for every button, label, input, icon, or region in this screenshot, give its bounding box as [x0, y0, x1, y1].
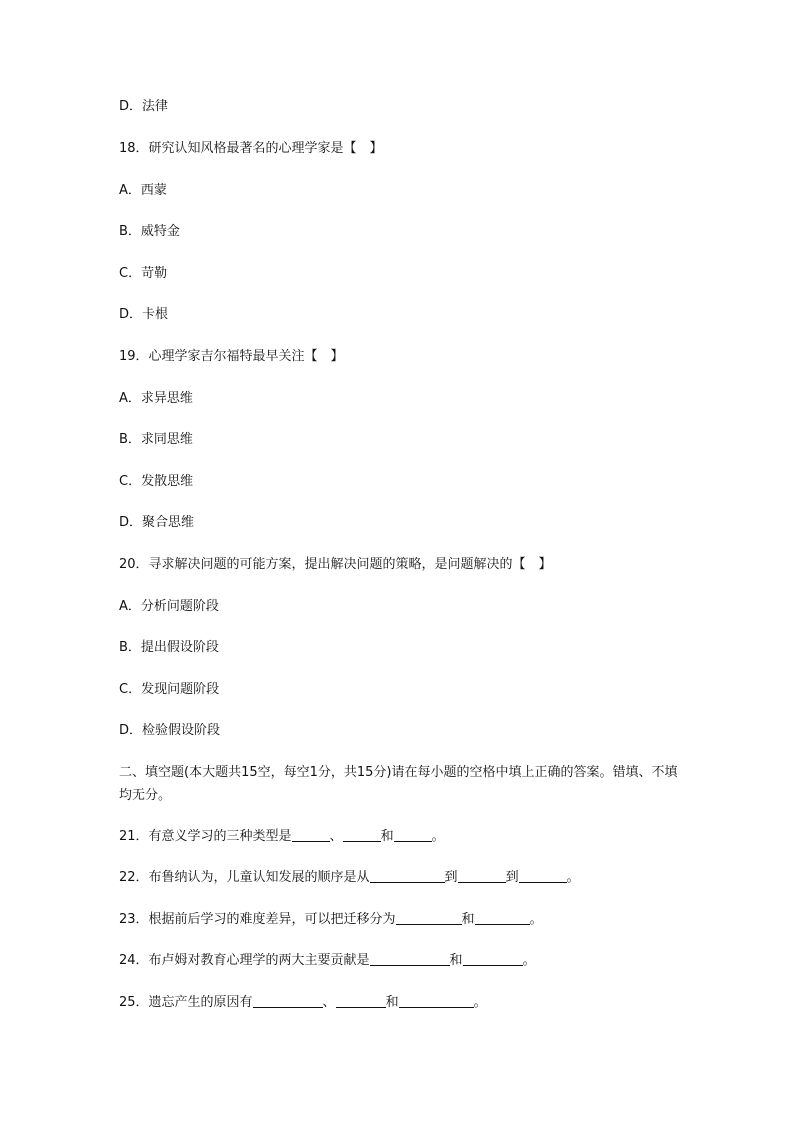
option-20-c: C．发现问题阶段: [119, 682, 220, 697]
question-24: [119, 952, 536, 970]
answer-blank[interactable]: [519, 869, 567, 883]
answer-blank[interactable]: [394, 828, 432, 842]
answer-blank[interactable]: [336, 994, 386, 1008]
option-18-a: A．西蒙: [119, 183, 167, 198]
answer-blank[interactable]: [370, 869, 445, 883]
question-text: 22．布鲁纳认为，儿童认知发展的顺序是从: [119, 870, 370, 885]
separator: 、: [329, 829, 343, 844]
separator: 到: [444, 870, 458, 885]
separator: 和: [385, 995, 399, 1010]
option-19-d: D．聚合思维: [119, 515, 195, 530]
question-19: 19．心理学家吉尔福特最早关注【 】: [119, 349, 344, 364]
question-text: 23．根据前后学习的难度差异，可以把迁移分为: [119, 912, 396, 927]
option-17-d: D．法律: [119, 99, 169, 114]
separator: 和: [380, 829, 394, 844]
answer-blank[interactable]: [292, 828, 330, 842]
question-25: [119, 994, 487, 1012]
separator: 。: [431, 829, 445, 844]
option-18-d: D．卡根: [119, 307, 169, 322]
question-text: 21．有意义学习的三种类型是: [119, 829, 292, 844]
option-20-b: B．提出假设阶段: [119, 640, 219, 655]
separator: 和: [449, 953, 463, 968]
question-23: [119, 911, 543, 929]
separator: 。: [473, 995, 487, 1010]
separator: 到: [505, 870, 519, 885]
answer-blank[interactable]: [458, 869, 506, 883]
option-18-b: B．威特金: [119, 224, 180, 239]
answer-blank[interactable]: [370, 952, 450, 966]
option-20-a: A．分析问题阶段: [119, 599, 219, 614]
answer-blank[interactable]: [399, 994, 474, 1008]
question-text: 24．布卢姆对教育心理学的两大主要贡献是: [119, 953, 370, 968]
separator: 。: [529, 912, 543, 927]
option-18-c: C．苛勒: [119, 266, 168, 281]
option-19-c: C．发散思维: [119, 474, 194, 489]
question-18: 18．研究认知风格最著名的心理学家是【 】: [119, 141, 383, 156]
question-20: 20．寻求解决问题的可能方案，提出解决问题的策略，是问题解决的【 】: [119, 557, 552, 572]
separator: 。: [522, 953, 536, 968]
question-21: [119, 828, 445, 846]
answer-blank[interactable]: [253, 994, 323, 1008]
answer-blank[interactable]: [463, 952, 523, 966]
answer-blank[interactable]: [475, 911, 530, 925]
question-text: 25．遗忘产生的原因有: [119, 995, 253, 1010]
separator: 和: [461, 912, 475, 927]
separator: 。: [566, 870, 580, 885]
option-19-a: A．求异思维: [119, 391, 193, 406]
separator: 、: [322, 995, 336, 1010]
answer-blank[interactable]: [396, 911, 462, 925]
section-heading: 二、填空题(本大题共15空，每空1分，共15分)请在每小题的空格中填上正确的答案。错填、不填均无分。: [119, 765, 678, 803]
answer-blank[interactable]: [343, 828, 381, 842]
option-19-b: B．求同思维: [119, 432, 193, 447]
question-22: [119, 869, 580, 887]
option-20-d: D．检验假设阶段: [119, 723, 221, 738]
